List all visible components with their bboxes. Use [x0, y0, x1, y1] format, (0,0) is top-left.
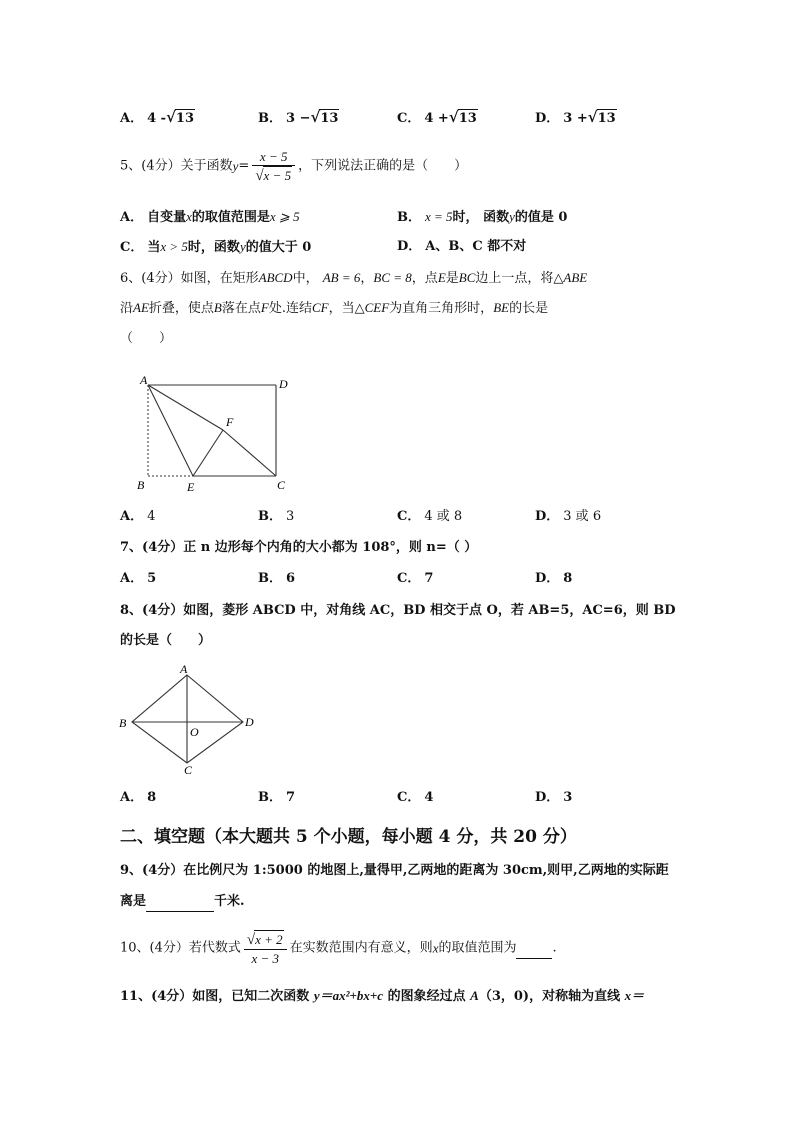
q6-option-b: B． 3: [258, 509, 295, 524]
q6-label-f: F: [226, 415, 234, 429]
q8-stem-line1: 8、(4分）如图，菱形 ABCD 中，对角线 AC，BD 相交于点 O，若 AB=5，AC=6，则 BD: [120, 603, 676, 618]
q8-label-b: B: [119, 716, 127, 730]
q8-label-d: D: [245, 715, 254, 729]
q10-fraction: $\frac{√x + 2}{x - 3}$: [244, 930, 287, 967]
q6-option-a: A． 4: [120, 509, 156, 524]
q5-fraction: $\frac{x - 5}{√x - 5}$: [252, 148, 295, 185]
q6-label-d: D: [279, 377, 288, 391]
q7-option-b: B． 6: [258, 571, 296, 586]
q8-option-d: D． 3: [535, 790, 573, 805]
q5-option-d: D． A、B、C 都不对: [397, 239, 527, 254]
q6-rectangle-figure: [125, 368, 305, 494]
q5-option-a: A． 自变量x的取值范围是x ⩾ 5: [120, 209, 300, 225]
q7-stem: 7、(4分）正 n 边形每个内角的大小都为 108°，则 n=（ ）: [120, 540, 478, 555]
q6-stem-line1: 6、(4分）如图，在矩形ABCD中， AB = 6，BC = 8，点E是BC边上一点，将△ABE: [120, 270, 588, 286]
q9-answer-blank[interactable]: [146, 893, 214, 912]
q11-stem: 11、(4分）如图，已知二次函数 y＝ax²+bx+c 的图象经过点 A（3，0)，对称轴为直线 x＝: [120, 988, 645, 1004]
q6-option-c: C． 4 或 8: [397, 509, 463, 524]
q10-answer-blank[interactable]: [516, 938, 552, 959]
q7-option-d: D． 8: [535, 571, 573, 586]
q4-option-a: A． 4 -√13: [120, 108, 195, 126]
q6-option-d: D． 3 或 6: [535, 509, 602, 524]
q4-option-c: C． 4 +√13: [397, 108, 477, 126]
section2-heading: 二、填空题（本大题共 5 个小题，每小题 4 分，共 20 分）: [120, 827, 577, 847]
q4-option-b: B． 3 −√13: [258, 108, 339, 126]
q8-rhombus-figure: [115, 662, 265, 776]
q4-option-d: D． 3 +√13: [535, 108, 616, 126]
q8-option-c: C． 4: [397, 790, 434, 805]
q9-stem-line2: 离是 千米.: [120, 893, 245, 912]
q8-label-a: A: [180, 662, 188, 676]
q8-option-a: A． 8: [120, 790, 157, 805]
q8-label-c: C: [184, 763, 193, 776]
q9-stem-line1: 9、(4分）在比例尺为 1:5000 的地图上,量得甲,乙两地的距离为 30cm,则甲,乙两地的实际距: [120, 863, 669, 878]
q7-option-a: A． 5: [120, 571, 157, 586]
q8-option-b: B． 7: [258, 790, 296, 805]
q6-stem-line2: 沿AE折叠，使点B落在点F处.连结CF，当△CEF为直角三角形时，BE的长是: [120, 300, 549, 316]
q6-stem-line3: （ ）: [120, 331, 173, 346]
q6-segment-ef: [193, 430, 223, 476]
q6-label-a: A: [140, 373, 148, 387]
q6-label-b: B: [137, 478, 145, 492]
q6-segment-fc: [223, 430, 276, 476]
q5-option-c: C． 当x > 5时，函数y的值大于 0: [120, 239, 312, 255]
q6-label-e: E: [187, 480, 195, 494]
q7-option-c: C． 7: [397, 571, 434, 586]
q5-option-b: B． x = 5时， 函数y的值是 0: [397, 209, 568, 225]
q8-stem-line2: 的长是（ ）: [120, 633, 212, 648]
q8-label-o: O: [190, 725, 199, 739]
q5-stem: 5、(4分）关于函数y= $\frac{x - 5}{√x - 5}$ ，下列说法正确的是（ ）: [120, 149, 468, 184]
q6-label-c: C: [277, 478, 286, 492]
q10-stem: 10、(4分）若代数式 $\frac{√x + 2}{x - 3}$ 在实数范围内有意义，则x的取值范围为 .: [120, 932, 557, 966]
